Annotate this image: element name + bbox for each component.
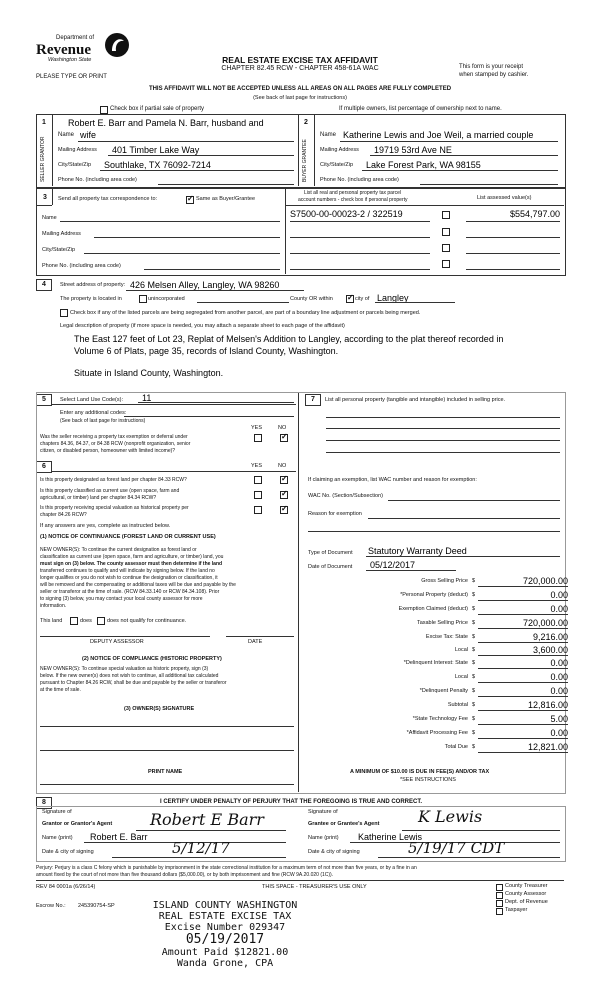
legal-desc-line2[interactable]: Volume 6 of Plats, page 35, records of Island County, Washington.	[74, 346, 339, 356]
grantor-date-label: Date & city of signing	[42, 849, 94, 855]
fee-row-value[interactable]: 9,216.00	[532, 632, 568, 642]
s6-q1: Is this property designated as forest land per chapter 84.33 RCW?	[40, 477, 187, 483]
land-does-label: does	[80, 618, 92, 624]
same-as-buyer-checkbox[interactable]	[186, 196, 194, 204]
form-subtitle: CHAPTER 82.45 RCW - CHAPTER 458-61A WAC	[221, 65, 379, 72]
s3-city-label: City/State/Zip	[42, 247, 76, 253]
notice-continuance-line8: to signing (3) below, you may contact your local county assessor for more	[40, 596, 203, 602]
segregated-label: Check box if any of the listed parcels are being segregated from another parcel, are part of a boundary line adjustment or parcels being merged.	[70, 310, 421, 316]
seller-city-label: City/State/Zip	[58, 162, 92, 168]
fee-row-dollar: $	[472, 674, 476, 680]
fee-row-dollar: $	[472, 688, 476, 694]
grantor-date[interactable]: 5/12/17	[172, 839, 230, 857]
fee-row-label: Local	[454, 674, 468, 680]
grantor-printed-name[interactable]: Robert E. Barr	[90, 832, 148, 842]
fee-row-value[interactable]: 720,000.00	[522, 576, 568, 586]
s3-addr-label: Mailing Address	[42, 231, 81, 237]
fee-row-label: *Personal Property (deduct)	[400, 592, 468, 598]
fee-row-value[interactable]: 720,000.00	[522, 618, 568, 628]
notice-compliance-line2: below. If the new owner(s) does not wish to continue, all additional tax calculated	[40, 673, 219, 679]
personal-property-checkbox-2[interactable]	[442, 228, 450, 236]
grantee-date[interactable]: 5/19/17 CDT	[408, 839, 505, 857]
fee-row-dollar: $	[472, 606, 476, 612]
stamp-line: Wanda Grone, CPA	[176, 958, 274, 969]
buyer-phone-label: Phone No. (including area code)	[320, 177, 399, 183]
street-address-label: Street address of property:	[60, 282, 126, 288]
distribution-label: Dept. of Revenue	[505, 899, 548, 905]
buyer-city-label: City/State/Zip	[320, 162, 354, 168]
s5-see-back: (See back of last page for instructions)	[60, 418, 146, 424]
additional-codes-label: Enter any additional codes:	[60, 410, 127, 416]
section-5-number: 5	[36, 394, 52, 406]
city-of-checkbox[interactable]	[346, 295, 354, 303]
wac-label: WAC No. (Section/Subsection)	[308, 493, 383, 499]
distribution-checkbox[interactable]	[496, 900, 503, 907]
section-7-number: 7	[305, 394, 321, 406]
grantee-date-label: Date & city of signing	[308, 849, 360, 855]
section-4-number: 4	[36, 279, 52, 291]
fee-row-label: *Affidavit Processing Fee	[406, 730, 468, 736]
legal-desc-label: Legal description of property (if more space is needed, you may attach a separate sheet to each page of the affidavit)	[60, 323, 345, 329]
doc-date-value[interactable]: 05/12/2017	[370, 560, 416, 570]
fee-row-label: Exemption Claimed (deduct)	[398, 606, 468, 612]
property-street-address[interactable]: 426 Melsen Alley, Langley, WA 98260	[130, 280, 280, 290]
fee-row-dollar: $	[472, 634, 476, 640]
same-as-buyer-label: Same as Buyer/Grantee	[196, 196, 256, 202]
multiple-owners-note: If multiple owners, list percentage of ownership next to name.	[339, 106, 502, 112]
escrow-number: 245390754-SP	[78, 903, 115, 909]
notice-continuance-line5: longer qualifies or you do not wish to continue the designation or classification, it	[40, 575, 218, 581]
receipt-note-1: This form is your receipt	[459, 64, 524, 70]
certify-text: I CERTIFY UNDER PENALTY OF PERJURY THAT THE FOREGOING IS TRUE AND CORRECT.	[160, 799, 423, 805]
fee-row-label: Local	[454, 647, 468, 653]
receipt-note-2: when stamped by cashier.	[459, 72, 529, 78]
rev-number: REV 84 0001a (6/26/14)	[36, 884, 96, 890]
distribution-label: County Assessor	[505, 891, 547, 897]
seller-city[interactable]: Southlake, TX 76092-7214	[104, 160, 211, 170]
s6-no-header: NO	[278, 463, 287, 469]
land-use-label: Select Land Use Code(s):	[60, 397, 123, 403]
fee-row-value[interactable]: 0.00	[550, 672, 568, 682]
buyer-city[interactable]: Lake Forest Park, WA 98155	[366, 160, 481, 170]
seller-grantor-label: SELLER GRANTOR	[40, 136, 46, 182]
grantee-signature[interactable]: K Lewis	[418, 807, 483, 826]
section-1-number: 1	[42, 119, 46, 126]
s6-yes-header: YES	[251, 463, 263, 469]
doc-type-label: Type of Document	[308, 550, 353, 556]
partial-sale-label: Check box if partial sale of property	[110, 106, 205, 112]
s5-q1-line3: citizen, or disabled person, homeowner with limited income)?	[40, 448, 176, 454]
print-name-label: PRINT NAME	[148, 769, 183, 775]
parcel-number[interactable]: S7500-00-00023-2 / 322519	[290, 209, 403, 219]
minimum-fee-note: A MINIMUM OF $10.00 IS DUE IN FEE(S) AND/OR TAX	[350, 769, 490, 775]
fee-row-label: Total Due	[444, 744, 468, 750]
fee-row-dollar: $	[472, 744, 476, 750]
notice-continuance-line4: transferred continues to qualify and will indicate by signing below. If the land no	[40, 568, 215, 574]
fee-row-label: *Delinquent Interest: State	[403, 660, 468, 666]
fee-row-label: *Delinquent Penalty	[419, 688, 468, 694]
personal-property-label: List all personal property (tangible and intangible) included in selling price.	[325, 397, 506, 403]
notice-continuance-line2: classification as current use (open space, farm and agriculture, or timber) land, you	[40, 554, 224, 560]
logo-dept-text: Department of	[56, 35, 95, 41]
fee-row-label: Gross Selling Price	[421, 578, 468, 584]
property-city[interactable]: Langley	[377, 293, 409, 303]
send-correspondence-label: Send all property tax correspondence to:	[58, 196, 158, 202]
land-not-qualify-label: does not qualify for continuance.	[107, 618, 187, 624]
notice-continuance-title: (1) NOTICE OF CONTINUANCE (FOREST LAND OR CURRENT USE)	[40, 534, 216, 540]
fee-row-value[interactable]: 0.00	[550, 658, 568, 668]
section-2-number: 2	[304, 119, 308, 126]
doc-type-value[interactable]: Statutory Warranty Deed	[368, 546, 467, 556]
grantee-agent-label: Grantee or Grantee's Agent	[308, 821, 380, 827]
grantor-agent-label: Grantor or Grantor's Agent	[42, 821, 113, 827]
stamp-line: Amount Paid $12821.00	[161, 947, 289, 958]
fee-row-label: Excise Tax: State	[425, 634, 468, 640]
see-back-text: (See back of last page for instructions)	[253, 95, 347, 101]
s5-q1-line2: chapters 84.36, 84.37, or 84.38 RCW (nonprofit organization, senior	[40, 441, 191, 447]
fee-row-value[interactable]: 0.00	[550, 590, 568, 600]
land-use-code[interactable]: 11	[142, 393, 152, 403]
assessed-header: List assessed value(s)	[477, 195, 532, 201]
perjury-line1: Perjury: Perjury is a class C felony which is punishable by imprisonment in the state correctional institution for a maximum term of not more than five years, or by a fine in an	[36, 865, 417, 871]
doc-date-label: Date of Document	[308, 564, 353, 570]
s5-yes-header: YES	[251, 425, 263, 431]
assessed-value[interactable]: $554,797.00	[509, 209, 560, 219]
s6-q2-line1: Is this property classified as current use (open space, farm and	[40, 488, 180, 494]
city-of-label: city of	[355, 296, 370, 302]
located-in-label: The property is located in	[60, 296, 122, 302]
section-8-frame	[36, 806, 566, 862]
fee-row-value[interactable]: 5.00	[550, 714, 568, 724]
warning-text: THIS AFFIDAVIT WILL NOT BE ACCEPTED UNLESS ALL AREAS ON ALL PAGES ARE FULLY COMPLETED	[148, 86, 452, 92]
seller-name-label: Name	[58, 132, 75, 138]
notice-compliance-line4: at the time of sale.	[40, 687, 81, 693]
distribution-checkbox[interactable]	[496, 908, 503, 915]
notice-compliance-line3: pursuant to Chapter 84.26 RCW, shall be due and payable by the seller or transferor	[40, 680, 227, 686]
fee-row-value[interactable]: 0.00	[550, 604, 568, 614]
fee-row-value[interactable]: 12,816.00	[527, 700, 568, 710]
fee-row-value[interactable]: 3,600.00	[532, 645, 568, 655]
reason-label: Reason for exemption	[308, 511, 362, 517]
notice-continuance-line6: will be removed and the compensating or additional taxes will be due and payable by the	[40, 582, 236, 588]
see-instructions-note: *SEE INSTRUCTIONS	[400, 777, 456, 783]
stamp-line: 05/19/2017	[185, 932, 265, 947]
fee-row-label: Subtotal	[447, 702, 468, 708]
distribution-checkbox[interactable]	[496, 884, 503, 891]
form-title: REAL ESTATE EXCISE TAX AFFIDAVIT	[222, 55, 378, 65]
legal-desc-line3[interactable]: Situate in Island County, Washington.	[74, 368, 224, 378]
fee-row-dollar: $	[472, 702, 476, 708]
unincorporated-label: unincorporated	[148, 296, 185, 302]
logo-revenue-text: Revenue	[36, 42, 91, 58]
buyer-address[interactable]: 19719 53rd Ave NE	[374, 145, 452, 155]
notice-continuance-line9: information.	[40, 603, 67, 609]
logo-state-text: Washington State	[48, 57, 92, 63]
seller-addr-label: Mailing Address	[58, 147, 97, 153]
s6-if-yes: If any answers are yes, complete as instructed below.	[40, 523, 171, 529]
this-land-label: This land	[40, 618, 63, 624]
seller-phone-label: Phone No. (including area code)	[58, 177, 137, 183]
buyer-name-label: Name	[320, 132, 337, 138]
county-or-label: County OR within	[290, 296, 333, 302]
partial-sale-checkbox[interactable]	[100, 106, 108, 114]
distribution-label: Taxpayer	[505, 907, 528, 913]
s6-q3-line1: Is this property receiving special valuation as historical property per	[40, 505, 189, 511]
s5-q1-line1: Was the seller receiving a property tax exemption or deferral under	[40, 434, 188, 440]
perjury-line2: amount fixed by the court of not more than five thousand dollars ($5,000.00), or by both imprisonment and fine (RCW 9A.20.020 (1C)).	[36, 872, 334, 878]
segregated-checkbox[interactable]	[60, 309, 68, 317]
stamp-line: ISLAND COUNTY WASHINGTON	[152, 900, 298, 911]
distribution-label: County Treasurer	[505, 883, 548, 889]
unincorporated-checkbox[interactable]	[139, 295, 147, 303]
s6-q3-line2: chapter 84.26 RCW?	[40, 512, 87, 518]
personal-property-checkbox-1[interactable]	[442, 211, 450, 219]
grantee-printed-name[interactable]: Katherine Lewis	[358, 832, 423, 842]
s3-phone-label: Phone No. (including area code)	[42, 263, 121, 269]
fee-row-value[interactable]: 0.00	[550, 686, 568, 696]
fee-row-label: *State Technology Fee	[412, 716, 468, 722]
stamp-line: REAL ESTATE EXCISE TAX	[158, 911, 292, 922]
seller-name-line2[interactable]: wife	[80, 130, 97, 140]
fee-row-dollar: $	[472, 620, 476, 626]
deputy-assessor-label: DEPUTY ASSESSOR	[90, 639, 144, 645]
fee-row-dollar: $	[472, 730, 476, 736]
owners-signature-label: (3) OWNER(S) SIGNATURE	[124, 706, 195, 712]
parcel-header-2: account numbers - check box if personal property	[298, 197, 408, 203]
notice-continuance-line3: must sign on (3) below. The county assessor must then determine if the land	[40, 561, 223, 567]
escrow-label: Escrow No.:	[36, 903, 66, 909]
section-3-number: 3	[43, 194, 47, 201]
s5-no-header: NO	[278, 425, 287, 431]
fee-row-value[interactable]: 0.00	[550, 728, 568, 738]
buyer-addr-label: Mailing Address	[320, 147, 359, 153]
section-6-number: 6	[36, 461, 52, 473]
s3-name-label: Name	[42, 215, 57, 221]
grantor-name-label: Name (print)	[42, 835, 73, 841]
notice-continuance-line7: seller or transferor at the time of sale. (RCW 84.33.140 or RCW 84.34.108). Prior	[40, 589, 220, 595]
grantor-sig-of: Signature of	[42, 809, 72, 815]
treasurer-space-label: THIS SPACE - TREASURER'S USE ONLY	[262, 884, 367, 890]
notice-compliance-title: (2) NOTICE OF COMPLIANCE (HISTORIC PROPERTY)	[82, 656, 222, 662]
legal-desc-line1[interactable]: The East 127 feet of Lot 23, Replat of Melsen's Addition to Langley, according to the plat thereof recorded in	[74, 334, 504, 344]
section-8-number: 8	[36, 797, 52, 809]
personal-property-checkbox-4[interactable]	[442, 260, 450, 268]
deputy-date-label: DATE	[248, 639, 263, 645]
personal-property-checkbox-3[interactable]	[442, 244, 450, 252]
buyer-name[interactable]: Katherine Lewis and Joe Weil, a married couple	[343, 130, 534, 140]
distribution-checkbox[interactable]	[496, 892, 503, 899]
parcel-header-1: List all real and personal property tax parcel	[304, 190, 401, 196]
notice-compliance-line1: NEW OWNER(S): To continue special valuation as historic property, sign (3)	[40, 666, 209, 672]
stamp-line: Excise Number 029347	[164, 922, 286, 933]
seller-name-line1[interactable]: Robert E. Barr and Pamela N. Barr, husband and	[68, 118, 264, 128]
fee-row-dollar: $	[472, 592, 476, 598]
notice-continuance-line1: NEW OWNER(S): To continue the current designation as forest land or	[40, 547, 197, 553]
fee-row-dollar: $	[472, 660, 476, 666]
grantee-name-label: Name (print)	[308, 835, 339, 841]
exemption-label: If claiming an exemption, list WAC number and reason for exemption:	[308, 477, 477, 483]
fee-row-dollar: $	[472, 716, 476, 722]
grantor-signature[interactable]: Robert E Barr	[150, 810, 264, 829]
s6-q2-line2: agricultural, or timber) land per chapter 84.34 RCW?	[40, 495, 157, 501]
please-type-label: PLEASE TYPE OR PRINT	[36, 74, 107, 80]
fee-row-label: Taxable Selling Price	[416, 620, 468, 626]
grantee-sig-of: Signature of	[308, 809, 338, 815]
buyer-grantee-label: BUYER GRANTEE	[302, 139, 308, 182]
fee-row-dollar: $	[472, 647, 476, 653]
fee-row-dollar: $	[472, 578, 476, 584]
seller-address[interactable]: 401 Timber Lake Way	[112, 145, 200, 155]
fee-row-value[interactable]: 12,821.00	[527, 742, 568, 752]
